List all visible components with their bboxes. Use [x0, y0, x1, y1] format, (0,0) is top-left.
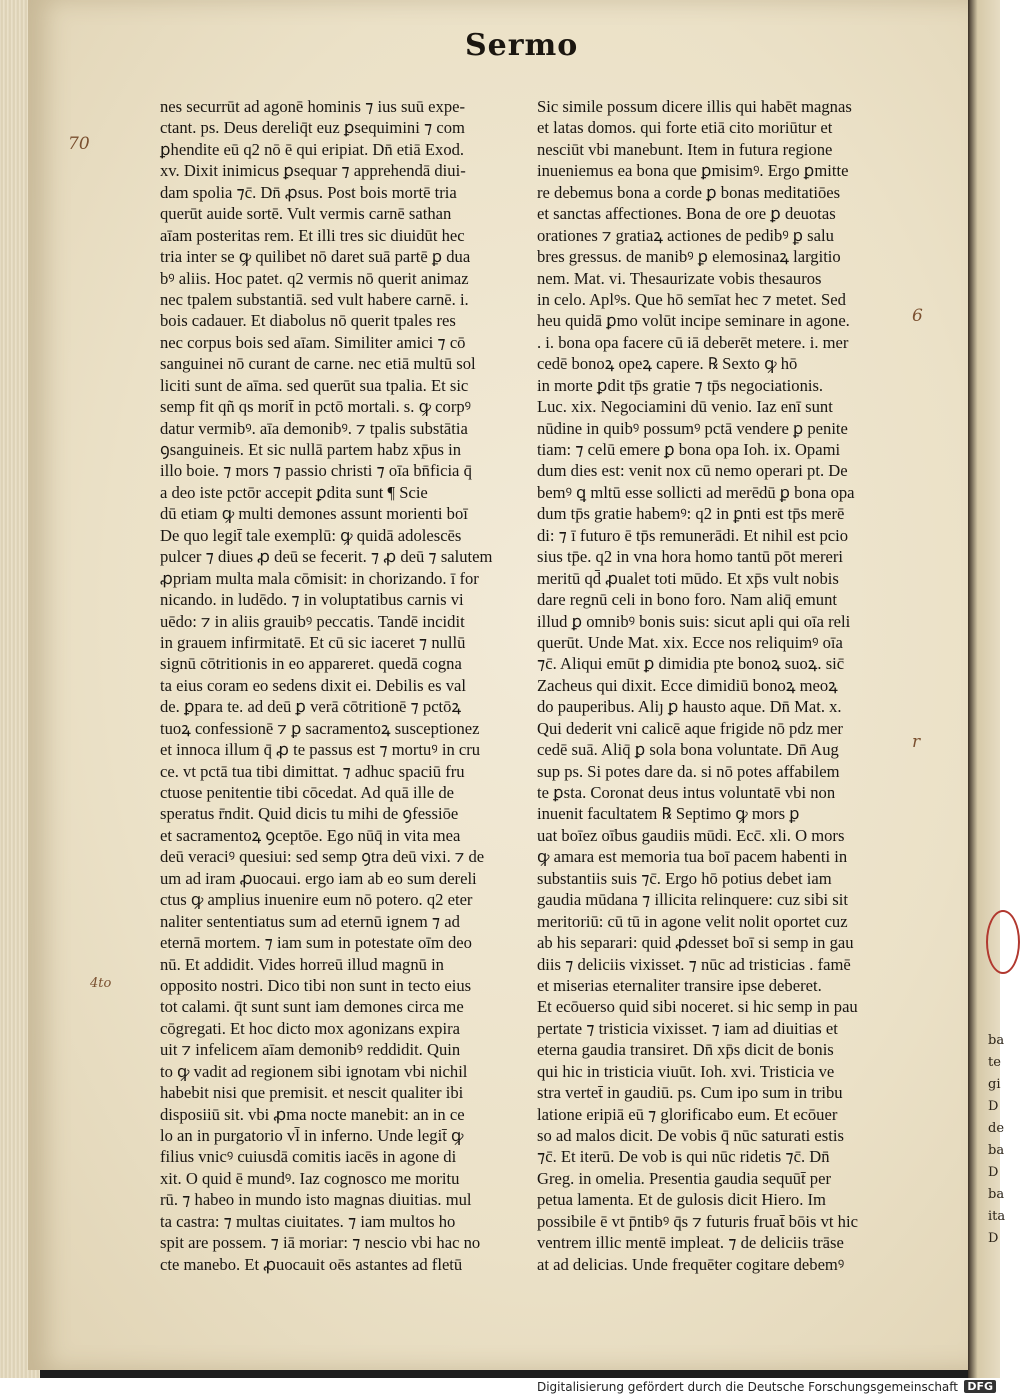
text-line: Sic simile possum dicere illis qui habēt magnas: [537, 97, 852, 116]
text-line: bres gressus. de manibꝰ ꝑ elemosinaꝝ largitio: [537, 247, 841, 267]
text-line: di: ⁊ ī futuro ē tp̄s remunerādi. Et nihil est pcio: [537, 525, 849, 545]
text-line: sius tp̄e. q2 in vna hora homo tantū pōt mereri: [537, 547, 844, 567]
text-line: dum dies est: venit nox cū nemo operari pt. De: [537, 461, 848, 481]
text-line: possibile ē vt p̄ntibꝰ q̄s ⁊ futuris fruat̄ bōis vt hic: [537, 1211, 858, 1231]
text-line: inueniemus ea bona que ꝑmisimꝰ. Ergo ꝑmitte: [537, 161, 849, 181]
text-line: opposito nostri. Dico tibi non sunt in tecto eius: [160, 975, 472, 995]
text-line: signū cōtritionis in eo appareret. quedā cogna: [160, 654, 462, 674]
text-line: bemꝰ ꝗ mltū esse sollicti ad merēdū ꝑ bona opa: [537, 482, 855, 502]
text-line: ⁊c̄. Aliqui emūt ꝑ dimidia pte bonoꝝ suoꝝ. sic̄: [537, 654, 845, 674]
text-line: semp fit qñ qs morit̄ in pctō mortali. s. ꝙ corpꝰ: [160, 397, 471, 417]
text-line: cōgregati. Et hoc dicto mox agonizans expira: [160, 1018, 460, 1038]
text-line: nes securrūt ad agonē hominis ⁊ ius suū expe-: [160, 97, 466, 116]
facing-page-fragment: te: [988, 1055, 1001, 1070]
text-line: a deo iste pctōr accepit ꝑdita sunt ¶ Scie: [160, 482, 428, 502]
text-line: tria inter se ꝙ quilibet nō daret suā partē ꝑ dua: [160, 247, 471, 267]
facing-page-fragment: D: [988, 1231, 999, 1246]
text-line: latione eripiā eū ⁊ glorificabo eum. Et ecōuer: [537, 1104, 838, 1124]
text-line: ꝓpriam multa mala cōmisit: in chorizando. ī for: [160, 568, 479, 588]
text-line: qui hic in tristicia viuūt. Ioh. xvi. Tristicia ve: [537, 1061, 835, 1081]
text-line: liciti sunt de aīma. sed querūt sua tpalia. Et sic: [160, 375, 469, 395]
text-line: to ꝙ vadit ad regionem sibi ignotam vbi nichil: [160, 1061, 468, 1081]
facing-page-fragment: gi: [988, 1077, 1001, 1092]
text-line: nūdine in quibꝰ possumꝰ pctā vendere ꝑ penite: [537, 418, 848, 438]
text-line: tuoꝝ confessionē ⁊ ꝑ sacramentoꝝ susceptionez: [160, 718, 480, 738]
facing-page-fragment: ita: [988, 1209, 1006, 1224]
text-line: cedē suā. Aliq̄ ꝑ sola bona voluntate. Dn̄ Aug: [537, 740, 839, 760]
text-line: um ad iram ꝓuocaui. ergo iam ab eo sum dereli: [160, 868, 477, 888]
funding-credit: Digitalisierung gefördert durch die Deutsche Forschungsgemeinschaft: [536, 1380, 958, 1394]
text-line: petua lamenta. Et de gulosis dicit Hiero. Im: [537, 1190, 826, 1210]
text-line: aīam posteritas rem. Et illi tres sic diuidūt hec: [160, 225, 465, 245]
text-line: illo boie. ⁊ mors ⁊ passio christi ⁊ oīa bn̄ficia q̄: [160, 461, 472, 481]
text-line: nicando. in ludēdo. ⁊ in voluptatibus carnis vi: [160, 590, 464, 610]
text-line: illud ꝑ omnibꝰ bonis suis: sicut apli qui oīa reli: [537, 611, 851, 631]
page-header: Sermo: [465, 28, 579, 63]
text-line: querūt. Unde Mat. xix. Ecce nos reliquimꝰ oīa: [537, 632, 843, 652]
text-line: filius vnicꝰ cuiusdā comitis iacēs in agone di: [160, 1147, 457, 1167]
text-line: . i. bona opa facere cū iā deberēt metere. i. mer: [537, 332, 849, 352]
text-line: eterna gaudia transiret. Dn̄ xp̄s dicit de bonis: [537, 1040, 834, 1060]
text-line: ꝙ amara est memoria tua boī pacem habenti in: [537, 847, 848, 867]
margin-note: 70: [68, 134, 90, 154]
text-line: in grauem infirmitatē. Et cū sic iaceret ⁊ nullū: [160, 632, 466, 652]
text-line: in morte ꝑdit tp̄s gratie ⁊ tp̄s negociationis.: [537, 375, 824, 395]
facing-page-fragment: de: [988, 1121, 1005, 1136]
facing-page-fragment: ba: [988, 1143, 1005, 1158]
text-line: heu quidā ꝑmo volūt incipe seminare in agone.: [537, 311, 850, 331]
text-line: ꝑhendite eū q2 nō ē qui eripiat. Dn̄ etiā Exod.: [160, 139, 465, 159]
text-line: ctus ꝙ amplius inuenire eum nō potero. q2 eter: [160, 890, 473, 910]
text-line: at ad delicias. Unde frequēter cogitare debemꝰ: [537, 1254, 845, 1274]
footer-bar: [0, 1378, 1000, 1398]
text-line: ce. vt pctā tua tibi dimittat. ⁊ adhuc spaciū fru: [160, 761, 465, 781]
text-line: xv. Dixit inimicus ꝑsequar ⁊ apprehendā diui-: [160, 161, 466, 181]
library-stamp: [986, 910, 1020, 974]
text-line: naliter sententiatus sum ad eternū ignem ⁊ ad: [160, 911, 460, 931]
text-line: do pauperibus. Aliȷ ꝑ hausto aque. Dn̄ Mat. x.: [537, 697, 842, 717]
text-line: substantiis suis ⁊c̄. Ergo hō potius debet iam: [537, 868, 832, 888]
text-line: diis ⁊ deliciis vixisset. ⁊ nūc ad tristicias . famē: [537, 954, 851, 974]
text-line: nesciūt vbi manebunt. Item in futura regione: [537, 139, 833, 159]
text-line: nec corpus bois sed aīam. Similiter amici ⁊ cō: [160, 332, 466, 352]
text-line: lo an in purgatorio vl̄ in inferno. Unde legit̄ ꝙ: [160, 1126, 464, 1145]
text-line: uit ⁊ infelicem aīam demonibꝰ reddidit. Quin: [160, 1040, 461, 1060]
text-line: et innoca illum q̄ ꝓ te passus est ⁊ mortuꝰ in cru: [160, 740, 481, 760]
text-line: ta castra: ⁊ multas ciuitates. ⁊ iam multos ho: [160, 1211, 456, 1231]
margin-note: r: [912, 732, 921, 752]
text-line: de. ꝑpara te. ad deū ꝑ verā cōtritionē ⁊ pctōꝝ: [160, 697, 462, 717]
text-line: et sanctas affectiones. Bona de ore ꝑ deuotas: [537, 204, 836, 224]
text-line: eternā mortem. ⁊ iam sum in potestate oīm deo: [160, 933, 472, 953]
text-line: tiam: ⁊ celū emere ꝑ bona opa Ioh. ix. Opami: [537, 440, 841, 459]
text-line: speratus r̄ndit. Quid dicis tu mihi de ꝯfessiōe: [160, 804, 459, 824]
text-line: ventrem illic mentē impleat. ⁊ de deliciis trāse: [537, 1233, 844, 1253]
text-line: tot calami. q̄t sunt sunt iam demones circa me: [160, 997, 464, 1017]
facing-page-fragment: ba: [988, 1187, 1005, 1202]
text-line: ꝯsanguineis. Et sic nullā partem habz xp̄us in: [160, 440, 461, 459]
text-line: sup ps. Si potes dare da. si nō potes affabilem: [537, 761, 840, 781]
text-line: cte manebo. Et ꝓuocauit oēs astantes ad fletū: [160, 1254, 463, 1274]
text-line: Et ecōuerso quid sibi noceret. si hic semp in pau: [537, 997, 858, 1017]
text-line: orationes ⁊ gratiaꝝ actiones de pedibꝰ ꝑ salu: [537, 225, 834, 245]
text-line: pulcer ⁊ diues ꝓ deū se fecerit. ⁊ ꝓ deū ⁊ salutem: [160, 547, 493, 567]
text-line: dare regnū celi in bono foro. Nam aliq̄ emunt: [537, 590, 837, 610]
text-line: habebit nisi que premisit. et nescit qualiter ibi: [160, 1083, 464, 1103]
text-line: rū. ⁊ habeo in mundo isto magnas diuitias. mul: [160, 1190, 472, 1210]
text-line: meritoriū: cū tū in agone velit nolit oportet cuz: [537, 911, 848, 931]
text-line: sanguinei nō curant de carne. nec etiā multū sol: [160, 354, 476, 374]
dfg-logo: DFG: [964, 1380, 996, 1393]
text-line: so ad malos dicit. De vobis q̄ nūc saturati estis: [537, 1126, 844, 1145]
text-line: Qui dederit vni calicē aque frigide nō pdz mer: [537, 718, 843, 738]
text-line: dum tp̄s gratie habemꝰ: q2 in ꝑnti est tp̄s merē: [537, 504, 845, 524]
text-line: ctant. ps. Deus dereliq̄t euz ꝑsequimini ⁊ com: [160, 118, 465, 138]
text-line: bois cadauer. Et diabolus nō querit tpales res: [160, 311, 456, 331]
text-line: te ꝑsta. Coronat deus intus voluntatē vbi non: [537, 783, 836, 802]
margin-note: 4to: [90, 976, 112, 991]
text-line: dam spolia ⁊c̄. Dn̄ ꝓsus. Post bois mortē tria: [160, 182, 457, 202]
facing-page-fragment: D: [988, 1099, 999, 1114]
right-text-column: [537, 96, 905, 1275]
text-line: et latas domos. qui forte etiā cito moriūtur et: [537, 118, 833, 138]
margin-note: 6: [912, 306, 923, 326]
text-line: Luc. xix. Negociamini dū venio. Iaz enī sunt: [537, 397, 833, 417]
text-line: nū. Et addidit. Vides horreū illud magnū in: [160, 954, 444, 974]
text-line: cedē bonoꝝ opeꝝ capere. ℞ Sexto ꝙ hō: [537, 354, 798, 374]
text-line: meritū qd̄ ꝓualet toti mūdo. Et xp̄s vult nobis: [537, 568, 839, 588]
text-line: uat boīez oībus gaudiis mūdi. Ecc̄. xli. O mors: [537, 825, 845, 845]
text-line: Zacheus qui dixit. Ecce dimidiū bonoꝝ meoꝝ: [537, 675, 838, 695]
text-line: gaudia mūdana ⁊ illicita relinquere: cuz sibi sit: [537, 890, 848, 910]
text-line: disposiiū sit. vbi ꝓma nocte manebit: an in ce: [160, 1104, 465, 1124]
text-line: et sacramentoꝝ ꝯceptōe. Ego nūq̄ in vita mea: [160, 825, 461, 845]
text-line: xit. O quid ē mundꝰ. Iaz cognosco me moritu: [160, 1168, 460, 1188]
left-text-column: [160, 96, 515, 1275]
text-line: re debemus bona a corde ꝑ bonas meditatiōes: [537, 182, 841, 202]
text-line: querūt auide sortē. Vult vermis carnē sathan: [160, 204, 452, 224]
text-line: uēdo: ⁊ in aliis grauibꝰ peccatis. Tandē incidit: [160, 611, 465, 631]
text-line: bꝰ aliis. Hoc patet. q2 vermis nō querit animaz: [160, 268, 469, 288]
text-line: ctuose penitentie tibi cōcedat. Ad quā ille de: [160, 783, 454, 802]
text-line: in celo. Aplꝰs. Que hō semīat hec ⁊ metet. Sed: [537, 289, 846, 309]
text-line: et miserias eternaliter transire ipse deberet.: [537, 975, 822, 995]
text-line: ⁊c̄. Et iterū. De vob is qui nūc ridetis ⁊c̄. Dn̄: [537, 1147, 830, 1167]
text-line: ta eius coram eo sedens dixit ei. Debilis es val: [160, 675, 466, 695]
text-line: nec tpalem substantiā. sed vult habere carnē. i.: [160, 289, 469, 309]
text-line: inuenit facultatem ℞ Septimo ꝙ mors ꝑ: [537, 804, 800, 824]
text-line: datur vermibꝰ. aīa demonibꝰ. ⁊ tpalis substātia: [160, 418, 468, 438]
text-line: ab his separari: quid ꝓdesset boī si semp in gau: [537, 933, 854, 953]
facing-page-fragment: D: [988, 1165, 999, 1180]
text-line: De quo legit̄ tale exemplū: ꝙ quidā adolescēs: [160, 525, 462, 545]
text-line: nem. Mat. vi. Thesaurizate vobis thesauros: [537, 268, 822, 288]
facing-page-fragment: ba: [988, 1033, 1005, 1048]
text-line: stra vertet̄ in gaudiū. ps. Cum ipo sum in tribu: [537, 1083, 843, 1103]
text-line: dū etiam ꝙ multi demones assunt morienti boī: [160, 504, 468, 524]
text-line: pertate ⁊ tristicia vixisset. ⁊ iam ad diuitias et: [537, 1018, 838, 1038]
text-line: Greg. in omelia. Presentia gaudia sequūt̄ per: [537, 1168, 831, 1188]
text-line: spit are possem. ⁊ iā moriar: ⁊ nescio vbi hac no: [160, 1233, 481, 1253]
text-line: deū veraciꝰ quesiui: sed semp ꝯtra deū vixi. ⁊ de: [160, 847, 485, 867]
